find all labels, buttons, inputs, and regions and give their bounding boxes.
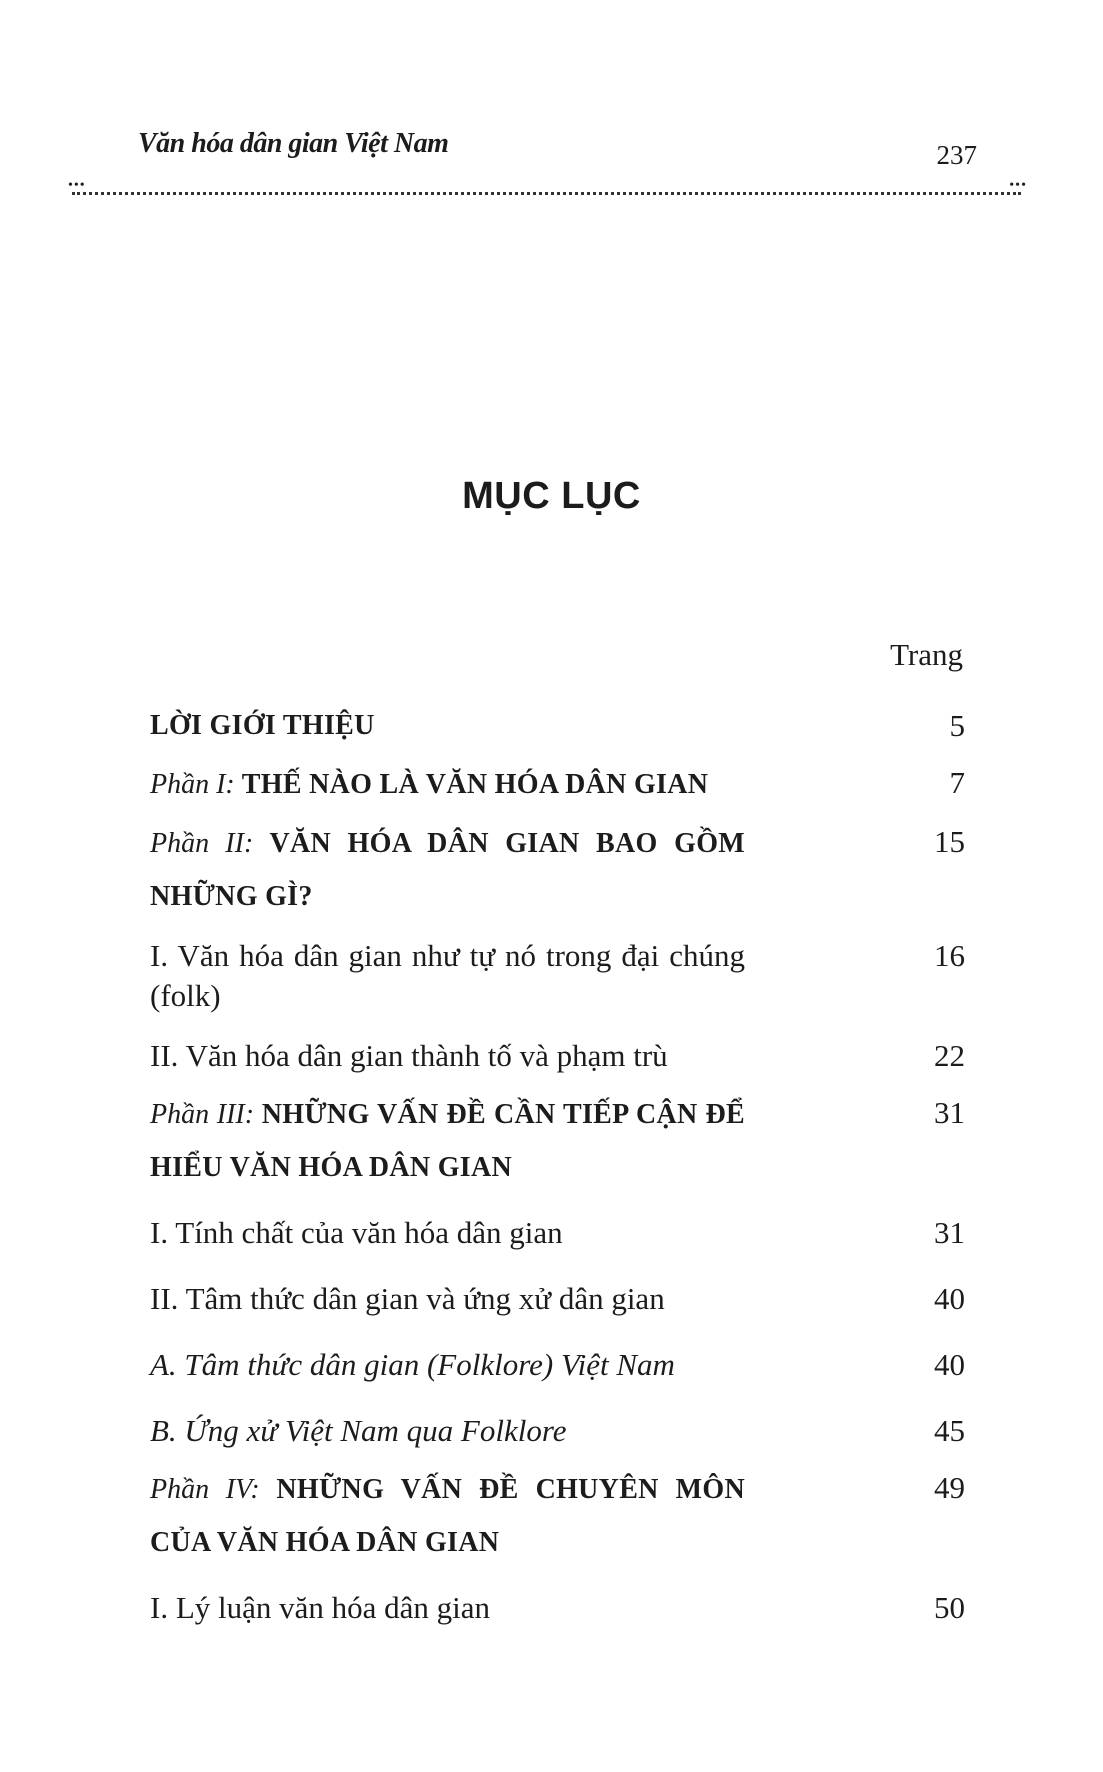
- toc-entry: [150, 757, 965, 810]
- toc-list: [150, 700, 965, 1633]
- toc-entry-page: 15: [934, 824, 965, 859]
- toc-entry: [150, 1030, 965, 1081]
- part-title: NHỮNG VẤN ĐỀ CHUYÊN MÔN CỦA VĂN HÓA DÂN GIAN: [150, 1474, 745, 1558]
- toc-entry-page: 7: [949, 765, 965, 800]
- toc-entry-page: 50: [934, 1590, 965, 1625]
- toc-entry-page: 45: [934, 1413, 965, 1448]
- toc-entry-page: 22: [934, 1038, 965, 1073]
- toc-entry-text: LỜI GIỚI THIỆU: [150, 710, 375, 741]
- toc-entry-page: 31: [934, 1215, 965, 1250]
- part-label: Phần III:: [150, 1099, 262, 1130]
- toc-entry: [150, 1405, 965, 1456]
- toc-entry: [150, 1339, 965, 1390]
- page-number: 237: [936, 140, 977, 170]
- part-title: NHỮNG VẤN ĐỀ CẦN TIẾP CẬN ĐỂ HIỂU VĂN HÓA DÂN GIAN: [150, 1099, 745, 1183]
- part-title: THẾ NÀO LÀ VĂN HÓA DÂN GIAN: [241, 769, 709, 800]
- toc-entry-page: 40: [934, 1347, 965, 1382]
- toc-entry-page: 49: [934, 1470, 965, 1505]
- part-label: Phần I:: [150, 769, 242, 800]
- toc-entry-text: II. Tâm thức dân gian và ứng xử dân gian: [150, 1281, 665, 1316]
- toc-entry: [150, 700, 965, 751]
- part-label: Phần IV:: [150, 1474, 277, 1505]
- toc-entry-text: [150, 816, 745, 922]
- toc-entry-page: 40: [934, 1281, 965, 1316]
- toc-title: MỤC LỤC: [462, 475, 641, 517]
- part-label: Phần II:: [150, 828, 270, 859]
- toc-entry-page: 16: [934, 938, 965, 973]
- toc-entry: [150, 816, 965, 922]
- toc-entry-text: B. Ứng xử Việt Nam qua Folklore: [150, 1413, 567, 1448]
- page-column-label: Trang: [890, 637, 963, 672]
- running-title: Văn hóa dân gian Việt Nam: [138, 128, 449, 159]
- toc-entry-text: [150, 1462, 745, 1568]
- toc-entry: [150, 936, 965, 1016]
- toc-entry-text: II. Văn hóa dân gian thành tố và phạm trù: [150, 1038, 668, 1073]
- toc-entry-text: [150, 1087, 745, 1193]
- toc-entry-text: I. Lý luận văn hóa dân gian: [150, 1590, 491, 1625]
- toc-entry-page: 5: [949, 708, 965, 743]
- toc-entry: [150, 1582, 965, 1633]
- toc-entry-text: I. Văn hóa dân gian như tự nó trong đại chúng (folk): [150, 938, 745, 1013]
- toc-entry: [150, 1273, 965, 1324]
- part-title: VĂN HÓA DÂN GIAN BAO GỒM NHỮNG GÌ?: [150, 828, 746, 912]
- toc-entry: [150, 1462, 965, 1568]
- toc-entry: [150, 1207, 965, 1258]
- toc-entry-page: 31: [934, 1095, 965, 1130]
- toc-entry: [150, 1087, 965, 1193]
- toc-entry-text: I. Tính chất của văn hóa dân gian: [150, 1215, 563, 1250]
- toc-entry-text: [150, 757, 745, 810]
- toc-entry-text: A. Tâm thức dân gian (Folklore) Việt Nam: [150, 1347, 675, 1382]
- header-dotted-rule: [72, 192, 1021, 195]
